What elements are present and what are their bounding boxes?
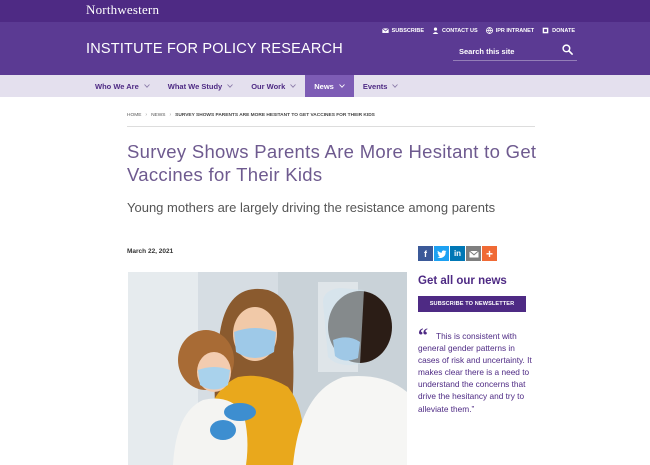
article-photo (128, 272, 407, 465)
plus-icon: + (485, 246, 493, 261)
subscribe-link[interactable] (382, 27, 424, 34)
utility-links (382, 27, 575, 34)
nav-news[interactable] (305, 75, 354, 97)
subscribe-newsletter-button[interactable]: SUBSCRIBE TO NEWSLETTER (418, 296, 526, 312)
breadcrumb-current: SURVEY SHOWS PARENTS ARE MORE HESITANT TO GET VACCINES FOR THEIR KIDS (175, 112, 375, 118)
chevron-down-icon (290, 84, 296, 88)
vaccination-photo-illustration (128, 272, 407, 465)
facebook-icon: f (424, 248, 427, 259)
breadcrumb-separator: › (169, 112, 172, 118)
contact-link-label: CONTACT US (442, 27, 478, 34)
breadcrumb-separator: › (145, 112, 148, 118)
breadcrumb-news[interactable]: NEWS (151, 112, 166, 118)
pull-quote (418, 325, 538, 415)
search-box (453, 42, 577, 61)
article-date: March 22, 2021 (127, 248, 174, 255)
nav-who-we-are[interactable] (86, 75, 159, 97)
nav-item-label: News (314, 81, 334, 91)
breadcrumb-home[interactable]: HOME (127, 112, 142, 118)
search-icon[interactable] (562, 44, 573, 55)
chevron-down-icon (227, 84, 233, 88)
article-title: Survey Shows Parents Are More Hesitant to Get Vaccines for Their Kids (127, 141, 537, 185)
linkedin-icon: in (453, 249, 462, 258)
main-nav (0, 75, 650, 97)
share-toolbar (418, 246, 497, 261)
quote-mark-icon: “ (418, 325, 428, 347)
chevron-down-icon (339, 84, 345, 88)
search-input[interactable] (459, 44, 559, 58)
email-icon (469, 249, 479, 259)
twitter-share-button[interactable] (434, 246, 449, 261)
institute-title[interactable]: INSTITUTE FOR POLICY RESEARCH (86, 41, 343, 57)
mail-icon (382, 27, 389, 34)
nav-events[interactable] (354, 75, 408, 97)
intranet-link-label: IPR INTRANET (495, 27, 535, 34)
nav-our-work[interactable] (242, 75, 305, 97)
chevron-down-icon (144, 84, 150, 88)
donate-icon (542, 27, 549, 34)
nav-item-label: Our Work (251, 81, 286, 91)
nav-item-label: Events (362, 81, 388, 91)
nav-item-label: Who We Are (95, 81, 139, 91)
news-heading: Get all our news (418, 275, 507, 287)
twitter-icon (437, 249, 447, 259)
university-bar (0, 0, 650, 22)
northwestern-logo[interactable]: Northwestern (86, 2, 160, 17)
nav-what-we-study[interactable] (159, 75, 242, 97)
chevron-down-icon (392, 84, 398, 88)
site-header (0, 22, 650, 75)
nav-item-label: What We Study (167, 81, 223, 91)
subscribe-link-label: SUBSCRIBE (391, 27, 425, 34)
nav-items (86, 75, 407, 97)
email-share-button[interactable] (466, 246, 481, 261)
person-icon (432, 27, 439, 34)
donate-link[interactable] (542, 27, 575, 34)
breadcrumb (127, 112, 535, 127)
donate-link-label: DONATE (552, 27, 575, 34)
linkedin-share-button[interactable] (450, 246, 465, 261)
globe-icon (486, 27, 493, 34)
quote-text: This is consistent with general gender patterns in cases of risk and uncertainty. It makes clear there is a need to understand the concerns that drive the hesitancy and try to alleviate them.” (418, 331, 532, 414)
contact-link[interactable] (432, 27, 478, 34)
article-subtitle: Young mothers are largely driving the resistance among parents (127, 200, 496, 215)
intranet-link[interactable] (486, 27, 535, 34)
more-share-button[interactable] (482, 246, 497, 261)
facebook-share-button[interactable] (418, 246, 433, 261)
